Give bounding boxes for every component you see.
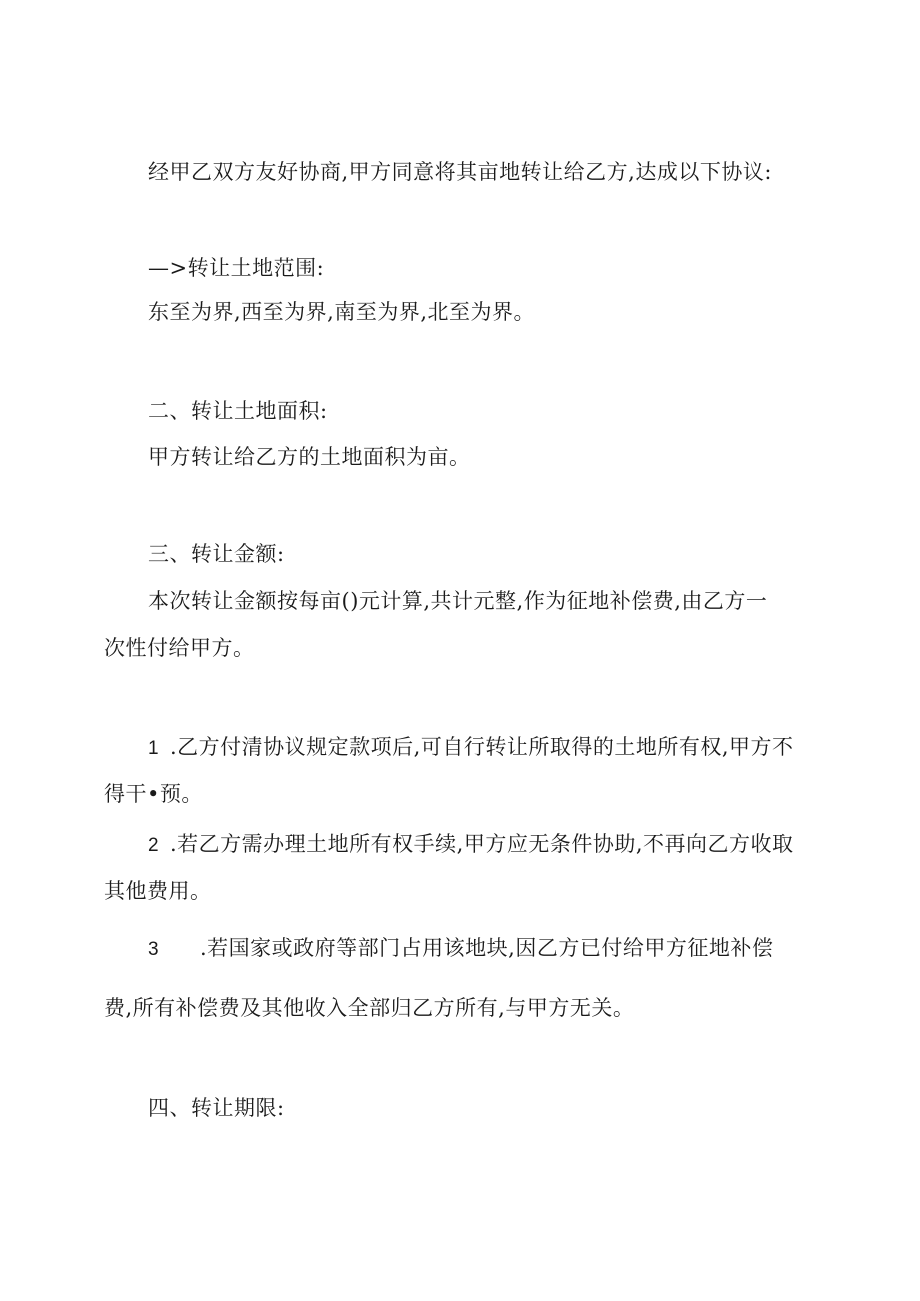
item-3-number: 3 <box>148 939 160 960</box>
item-3-line1 <box>148 934 773 964</box>
item-2-line2: 其他费用。 <box>104 879 212 903</box>
item-2-line1 <box>148 830 794 860</box>
item-2-number: 2 <box>148 835 160 856</box>
item-3-text: .若国家或政府等部门占用该地块,因乙方已付给甲方征地补偿 <box>200 936 774 960</box>
intro-paragraph: 经甲乙双方友好协商,甲方同意将其亩地转让给乙方,达成以下协议: <box>148 160 772 184</box>
item-1-line2: 得干•预。 <box>104 782 203 806</box>
item-1-line1 <box>148 733 794 763</box>
section-3-body-line2: 次性付给甲方。 <box>104 636 255 660</box>
item-2-text: .若乙方需办理土地所有权手续,甲方应无条件协助,不再向乙方收取 <box>170 832 794 856</box>
section-2-heading: 二、转让土地面积: <box>148 399 328 423</box>
section-1-heading: —>转让土地范围: <box>148 256 325 280</box>
item-1-text: .乙方付清协议规定款项后,可自行转让所取得的土地所有权,甲方不 <box>170 735 794 759</box>
item-1-number: 1 <box>148 738 160 759</box>
section-4-heading: 四、转让期限: <box>148 1096 285 1120</box>
section-1-body: 东至为界,西至为界,南至为界,北至为界。 <box>148 300 536 324</box>
item-3-line2: 费,所有补偿费及其他收入全部归乙方所有,与甲方无关。 <box>104 996 635 1020</box>
section-3-heading: 三、转让金额: <box>148 542 285 566</box>
section-2-body: 甲方转让给乙方的土地面积为亩。 <box>148 445 471 469</box>
section-3-body-line1: 本次转让金额按每亩()元计算,共计元整,作为征地补偿费,由乙方一 <box>148 589 768 613</box>
